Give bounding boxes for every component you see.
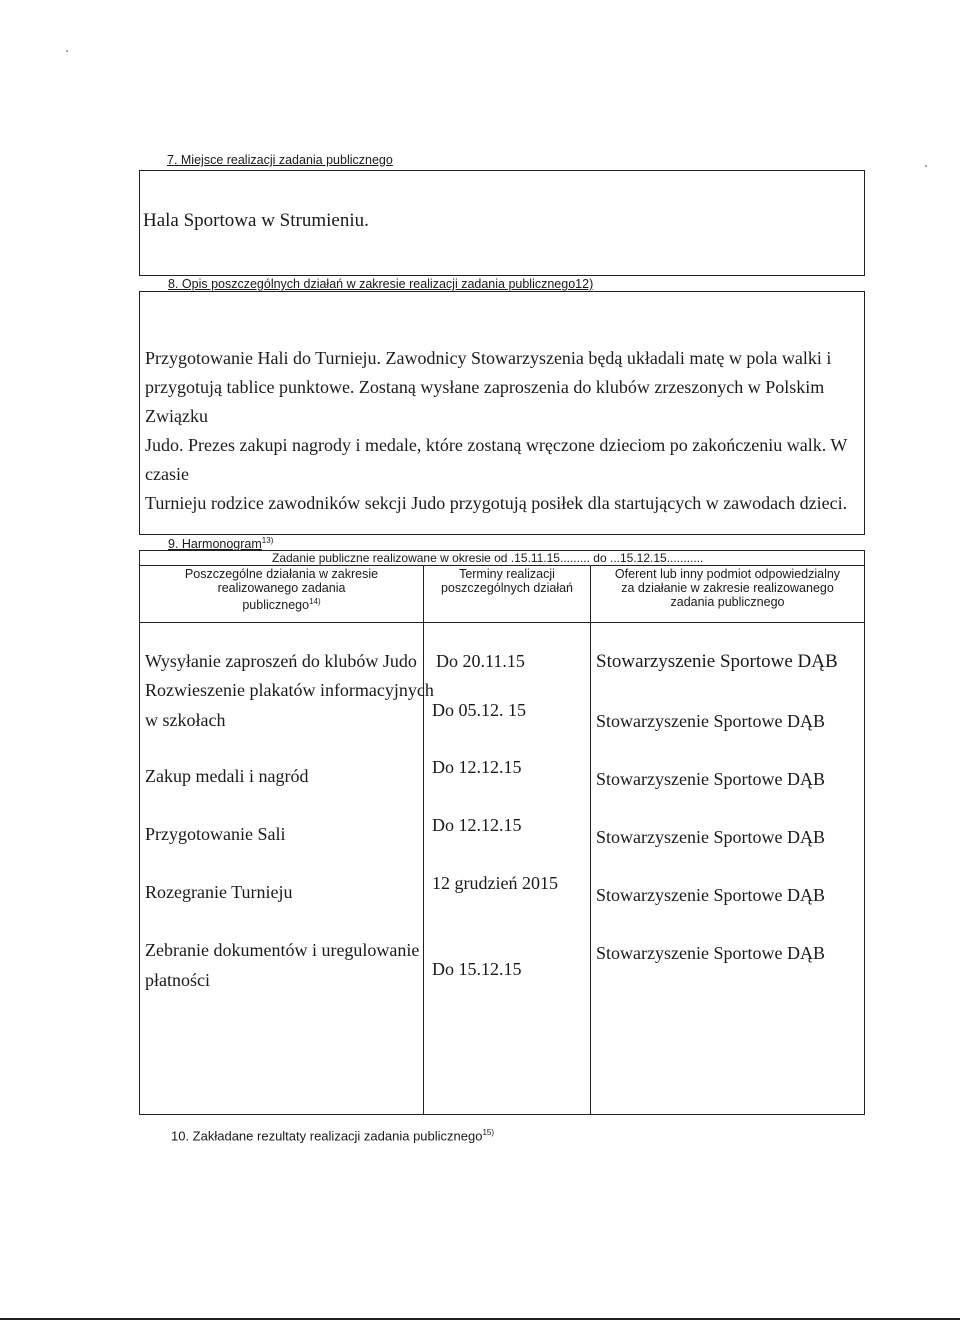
column-header-dates xyxy=(424,567,590,595)
table-row-date: Do 05.12. 15 xyxy=(432,700,526,720)
scan-speck xyxy=(925,165,927,167)
header-line: Poszczególne działania w zakresie xyxy=(184,567,379,581)
description-line: przygotują tablice punktowe. Zostaną wysłane zaproszenia do klubów zrzeszonych w Polskim Związku xyxy=(145,377,825,426)
header-line: realizowanego zadania xyxy=(217,581,346,595)
scan-speck xyxy=(66,50,68,52)
section-8-description xyxy=(145,344,860,518)
header-text: publicznego xyxy=(242,598,310,613)
header-line: za działanie w zakresie realizowanego xyxy=(621,581,834,595)
table-row-entity: Stowarzyszenie Sportowe DĄB xyxy=(596,943,825,963)
cell-line: Przygotowanie Sali xyxy=(145,824,286,844)
description-line: Przygotowanie Hali do Turnieju. Zawodnicy Stowarzyszenia będą układali matę w pola walki i xyxy=(145,348,832,368)
section-7-location: Hala Sportowa w Strumieniu. xyxy=(143,210,369,231)
cell-line: Zebranie dokumentów i uregulowanie xyxy=(145,940,420,960)
column-header-actions xyxy=(140,567,423,612)
table-row-date: Do 20.11.15 xyxy=(436,651,525,671)
period-divider xyxy=(139,565,865,566)
table-row-entity: Stowarzyszenie Sportowe DĄB xyxy=(596,885,825,905)
table-row-action xyxy=(145,762,308,791)
footnote-marker: 14) xyxy=(309,597,321,606)
table-row-action xyxy=(145,820,285,849)
table-row-entity: Stowarzyszenie Sportowe DĄB xyxy=(596,769,825,789)
table-row-action xyxy=(145,878,292,907)
description-line: Judo. Prezes zakupi nagrody i medale, które zostaną wręczone dzieciom po zakończeniu walk. W czasie xyxy=(145,435,848,484)
footnote-marker: 13) xyxy=(261,536,274,545)
table-row-action xyxy=(145,936,419,995)
header-line xyxy=(140,595,423,612)
header-line: poszczególnych działań xyxy=(440,581,574,595)
description-line: Turnieju rodzice zawodników sekcji Judo przygotują posiłek dla startujących w zawodach dzieci. xyxy=(145,493,848,513)
column-divider xyxy=(423,565,424,1115)
section-9-heading xyxy=(168,536,273,551)
cell-line: Rozwieszenie plakatów informacyjnych xyxy=(145,680,434,700)
table-row-entity: Stowarzyszenie Sportowe DĄB xyxy=(596,651,838,672)
column-header-entity xyxy=(591,567,864,609)
table-row-entity: Stowarzyszenie Sportowe DĄB xyxy=(596,711,825,731)
table-row-action xyxy=(145,676,434,735)
cell-line: płatności xyxy=(145,970,210,990)
page-bottom-edge xyxy=(0,1318,960,1320)
table-row-date: Do 12.12.15 xyxy=(432,757,522,777)
section-10-heading xyxy=(171,1128,494,1143)
cell-line: Zakup medali i nagród xyxy=(145,766,309,786)
table-row-date: 12 grudzień 2015 xyxy=(432,873,558,893)
header-line: Terminy realizacji xyxy=(459,567,555,581)
column-divider xyxy=(590,565,591,1115)
table-row-action xyxy=(145,647,417,676)
section-8-heading: 8. Opis poszczególnych działań w zakresie realizacji zadania publicznego12) xyxy=(168,277,594,291)
table-row-date: Do 12.12.15 xyxy=(432,815,522,835)
table-row-date: Do 15.12.15 xyxy=(432,959,522,979)
section-10-title: 10. Zakładane rezultaty realizacji zadania publicznego xyxy=(171,1128,483,1144)
header-line: Oferent lub inny podmiot odpowiedzialny xyxy=(614,567,841,581)
footnote-marker: 15) xyxy=(482,1128,495,1137)
header-line: zadania publicznego xyxy=(670,595,785,609)
cell-line: Rozegranie Turnieju xyxy=(145,882,293,902)
table-row-entity: Stowarzyszenie Sportowe DĄB xyxy=(596,827,825,847)
cell-line: Wysyłanie zaproszeń do klubów Judo xyxy=(145,651,417,671)
header-divider xyxy=(139,622,865,623)
schedule-period: Zadanie publiczne realizowane w okresie od .15.11.15......... do ...15.12.15........... xyxy=(272,551,704,565)
section-7-heading: 7. Miejsce realizacji zadania publicznego xyxy=(167,153,393,167)
cell-line: w szkołach xyxy=(145,710,226,730)
section-9-title: 9. Harmonogram xyxy=(168,537,262,552)
